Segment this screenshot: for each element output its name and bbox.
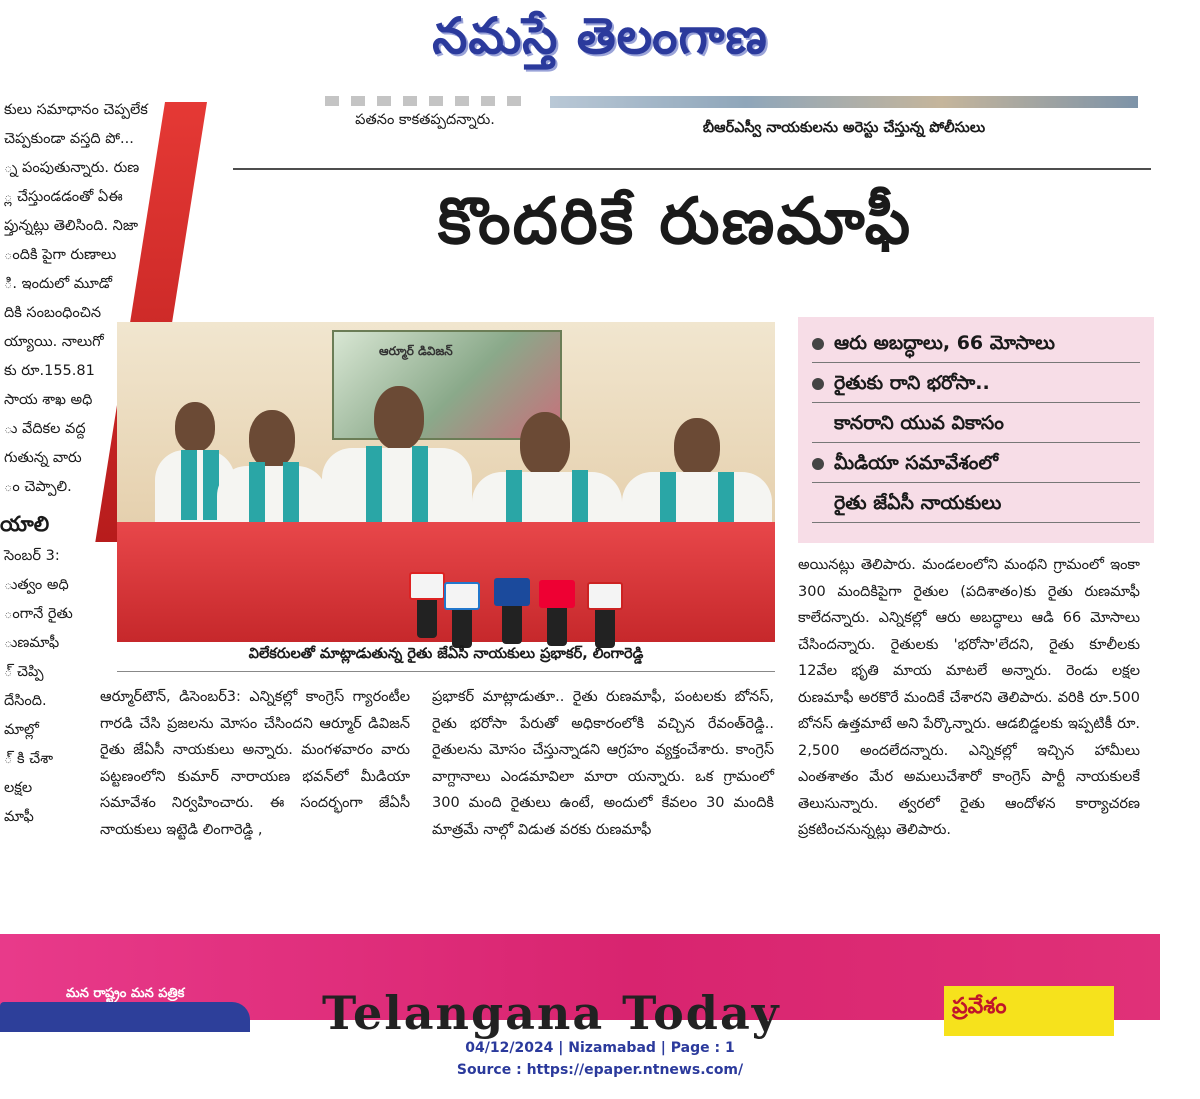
left-column-line: దేసింది. bbox=[4, 693, 47, 709]
caption-rule bbox=[117, 671, 775, 672]
microphone bbox=[452, 594, 472, 648]
left-column-line: లక్షల bbox=[4, 780, 33, 796]
highlights-box bbox=[798, 317, 1154, 543]
left-column-line: మాల్లో bbox=[4, 722, 39, 738]
article-column-3 bbox=[798, 552, 1140, 844]
bullet-icon bbox=[812, 338, 824, 350]
left-column-line: ుత్వం అధి bbox=[4, 577, 69, 593]
article-text-col2: ప్రభాకర్ మాట్లాడుతూ.. రైతు రుణమాఫీ, పంటలకు బోనస్, రైతు భరోసా పేరుతో అధికారంలోకి వచ్చిన రేవంత్‌రెడ్డి.. రైతులను మోసం చేస్తున్నాడని ఆగ్రహం వ్యక్తంచేశారు. కాంగ్రెస్ వాగ్దానాలు ఎండమావిలా మారా యన్నారు. ఒక గ్రామంలో 300 మంది రైతులు ఉంటే, అందులో కేవలం 30 మందికి మాత్రమే నాల్గో విడుత వరకు రుణమాఫీ bbox=[432, 689, 774, 838]
microphone bbox=[417, 584, 437, 638]
left-column-line: గుతున్న వారు bbox=[4, 450, 82, 466]
advertisement-banner bbox=[0, 934, 1160, 1040]
previous-article-end bbox=[300, 96, 550, 141]
ad-brand: Telangana Today bbox=[322, 986, 781, 1040]
left-column-line: ్ కి చేశా bbox=[4, 751, 53, 767]
highlight-text: రైతుకు రాని భరోసా.. bbox=[834, 372, 990, 394]
left-column-line: ందికి పైగా రుణాలు bbox=[4, 247, 117, 263]
highlight-text: ఆరు అబద్ధాలు, 66 మోసాలు bbox=[834, 332, 1056, 354]
left-column-line: ్ల చేస్తుండడంతో ఏఈ bbox=[4, 189, 123, 205]
left-column-line: సెంబర్ 3: bbox=[4, 548, 60, 564]
microphone bbox=[502, 590, 522, 644]
press-meet-photo bbox=[117, 322, 775, 642]
left-subhead: యాలి bbox=[0, 512, 50, 536]
footer-source: Source : https://epaper.ntnews.com/ bbox=[456, 1062, 744, 1078]
page-footer bbox=[0, 1037, 1200, 1081]
left-column-line: ం చెప్పాలి. bbox=[4, 479, 72, 495]
photo-banner-text: ఆర్మూర్ డివిజన్ bbox=[379, 344, 453, 358]
highlight-text: మీడియా సమావేశంలో bbox=[834, 452, 998, 474]
top-photo-edge bbox=[550, 96, 1138, 108]
article-column-1 bbox=[100, 684, 410, 843]
left-column-line: సాయ శాఖ అధి bbox=[4, 392, 93, 408]
microphone bbox=[547, 592, 567, 646]
left-column-line: కులు సమాధానం చెప్పలేక bbox=[4, 102, 148, 118]
article-column-2 bbox=[432, 684, 774, 843]
highlight-item bbox=[812, 323, 1140, 363]
page-clipping bbox=[0, 96, 1160, 926]
top-photo-caption: బీఆర్‌ఎస్వీ నాయకులను అరెస్టు చేస్తున్న పోలీసులు bbox=[702, 120, 986, 136]
microphone bbox=[595, 594, 615, 648]
left-column-line: ుణమాఫీ bbox=[4, 635, 60, 651]
newspaper-logo: నమస్తే తెలంగాణ bbox=[432, 6, 768, 65]
highlight-item bbox=[812, 483, 1140, 523]
highlight-item bbox=[812, 363, 1140, 403]
headline: కొందరికే రుణమాఫీ bbox=[437, 185, 913, 259]
photo-caption: విలేకరులతో మాట్లాడుతున్న రైతు జేఏసీ నాయకులు ప్రభాకర్, లింగారెడ్డి bbox=[248, 646, 644, 662]
highlight-text: రైతు జేఏసీ నాయకులు bbox=[834, 492, 1002, 514]
footer-date-edition: 04/12/2024 | Nizamabad | Page : 1 bbox=[465, 1040, 735, 1056]
ad-tagline: మన రాష్ట్రం మన పత్రిక bbox=[66, 986, 185, 1001]
ad-yellow-text: ప్రవేశం bbox=[952, 994, 1007, 1019]
highlight-item bbox=[812, 403, 1140, 443]
article-text-col1: ఆర్మూర్‌టౌన్, డిసెంబర్3: ఎన్నికల్లో కాంగ్రెస్ గ్యారంటీల గారడి చేసి ప్రజలను మోసం చేసిందని ఆర్మూర్ డివిజన్ రైతు జేఏసీ నాయకులు అన్నారు. మంగళవారం వారు పట్టణంలోని కుమార్ నారాయణ భవన్‌లో మీడియా సమావేశం నిర్వహించారు. ఈ సందర్భంగా జేఏసీ నాయకులు ఇట్టెడి లింగారెడ్డి , bbox=[100, 689, 410, 838]
left-column-line: కు రూ.155.81 bbox=[4, 363, 95, 379]
left-column-line: ు వేదికల వద్ద bbox=[4, 421, 86, 437]
bullet-icon bbox=[812, 458, 824, 470]
left-column-line: య్యాయి. నాలుగో bbox=[4, 334, 104, 350]
masthead bbox=[0, 0, 1200, 78]
ad-yellow-box bbox=[944, 986, 1114, 1036]
previous-article-text: పతనం కాకతప్పదన్నారు. bbox=[355, 112, 495, 128]
article-text-col3: అయినట్లు తెలిపారు. మండలంలోని మంథని గ్రామంలో ఇంకా 300 మందికిపైగా రైతుల (పదిశాతం)కు రైతు రుణమాఫీ కాలేదన్నారు. ఎన్నికల్లో ఆరు అబద్ధాలు ఆడి 66 మోసాలు చేసిందన్నారు. రైతులకు 'భరోసా'లేదని, రైతు కూలీలకు 12వేల భృతి మాయ మాటలే అన్నారు. రెండు లక్షల రుణమాఫీ అరకొరే మందికే చేశారని తెలిపారు. వరికి రూ.500 బోనస్ ఉత్తమాటే అని పేర్కొన్నారు. ఆడబిడ్డలకు ఇప్పటికీ రూ. 2,500 అందలేదన్నారు. ఎన్నికల్లో ఇచ్చిన హామీలు ఎంతశాతం మేర అమలుచేశారో కాంగ్రెస్ పార్టీ నాయకులకే తెలుసున్నారు. త్వరలో రైతు ఆందోళన కార్యాచరణ ప్రకటించనున్నట్లు తెలిపారు. bbox=[798, 557, 1140, 838]
highlight-item bbox=[812, 443, 1140, 483]
left-column-line: మాఫీ bbox=[4, 809, 34, 825]
bullet-icon bbox=[812, 378, 824, 390]
left-column-line: దికి సంబంధించిన bbox=[4, 305, 102, 321]
left-column-line: ్న పంపుతున్నారు. రుణ bbox=[4, 160, 140, 176]
left-column-line: చెప్పకుండా వస్తది పో... bbox=[4, 131, 134, 147]
left-column-line: ి. ఇందులో మూడో bbox=[4, 276, 113, 292]
left-column-line: ్ చెప్పి bbox=[4, 664, 44, 680]
left-column-line: ప్తున్నట్లు తెలిసింది. నిజా bbox=[4, 218, 139, 234]
ad-blue-logo bbox=[0, 1002, 250, 1032]
section-rule bbox=[233, 168, 1151, 170]
left-column-line: ంగానే రైతు bbox=[4, 606, 73, 622]
highlight-text: కానరాని యువ వికాసం bbox=[834, 412, 1004, 434]
